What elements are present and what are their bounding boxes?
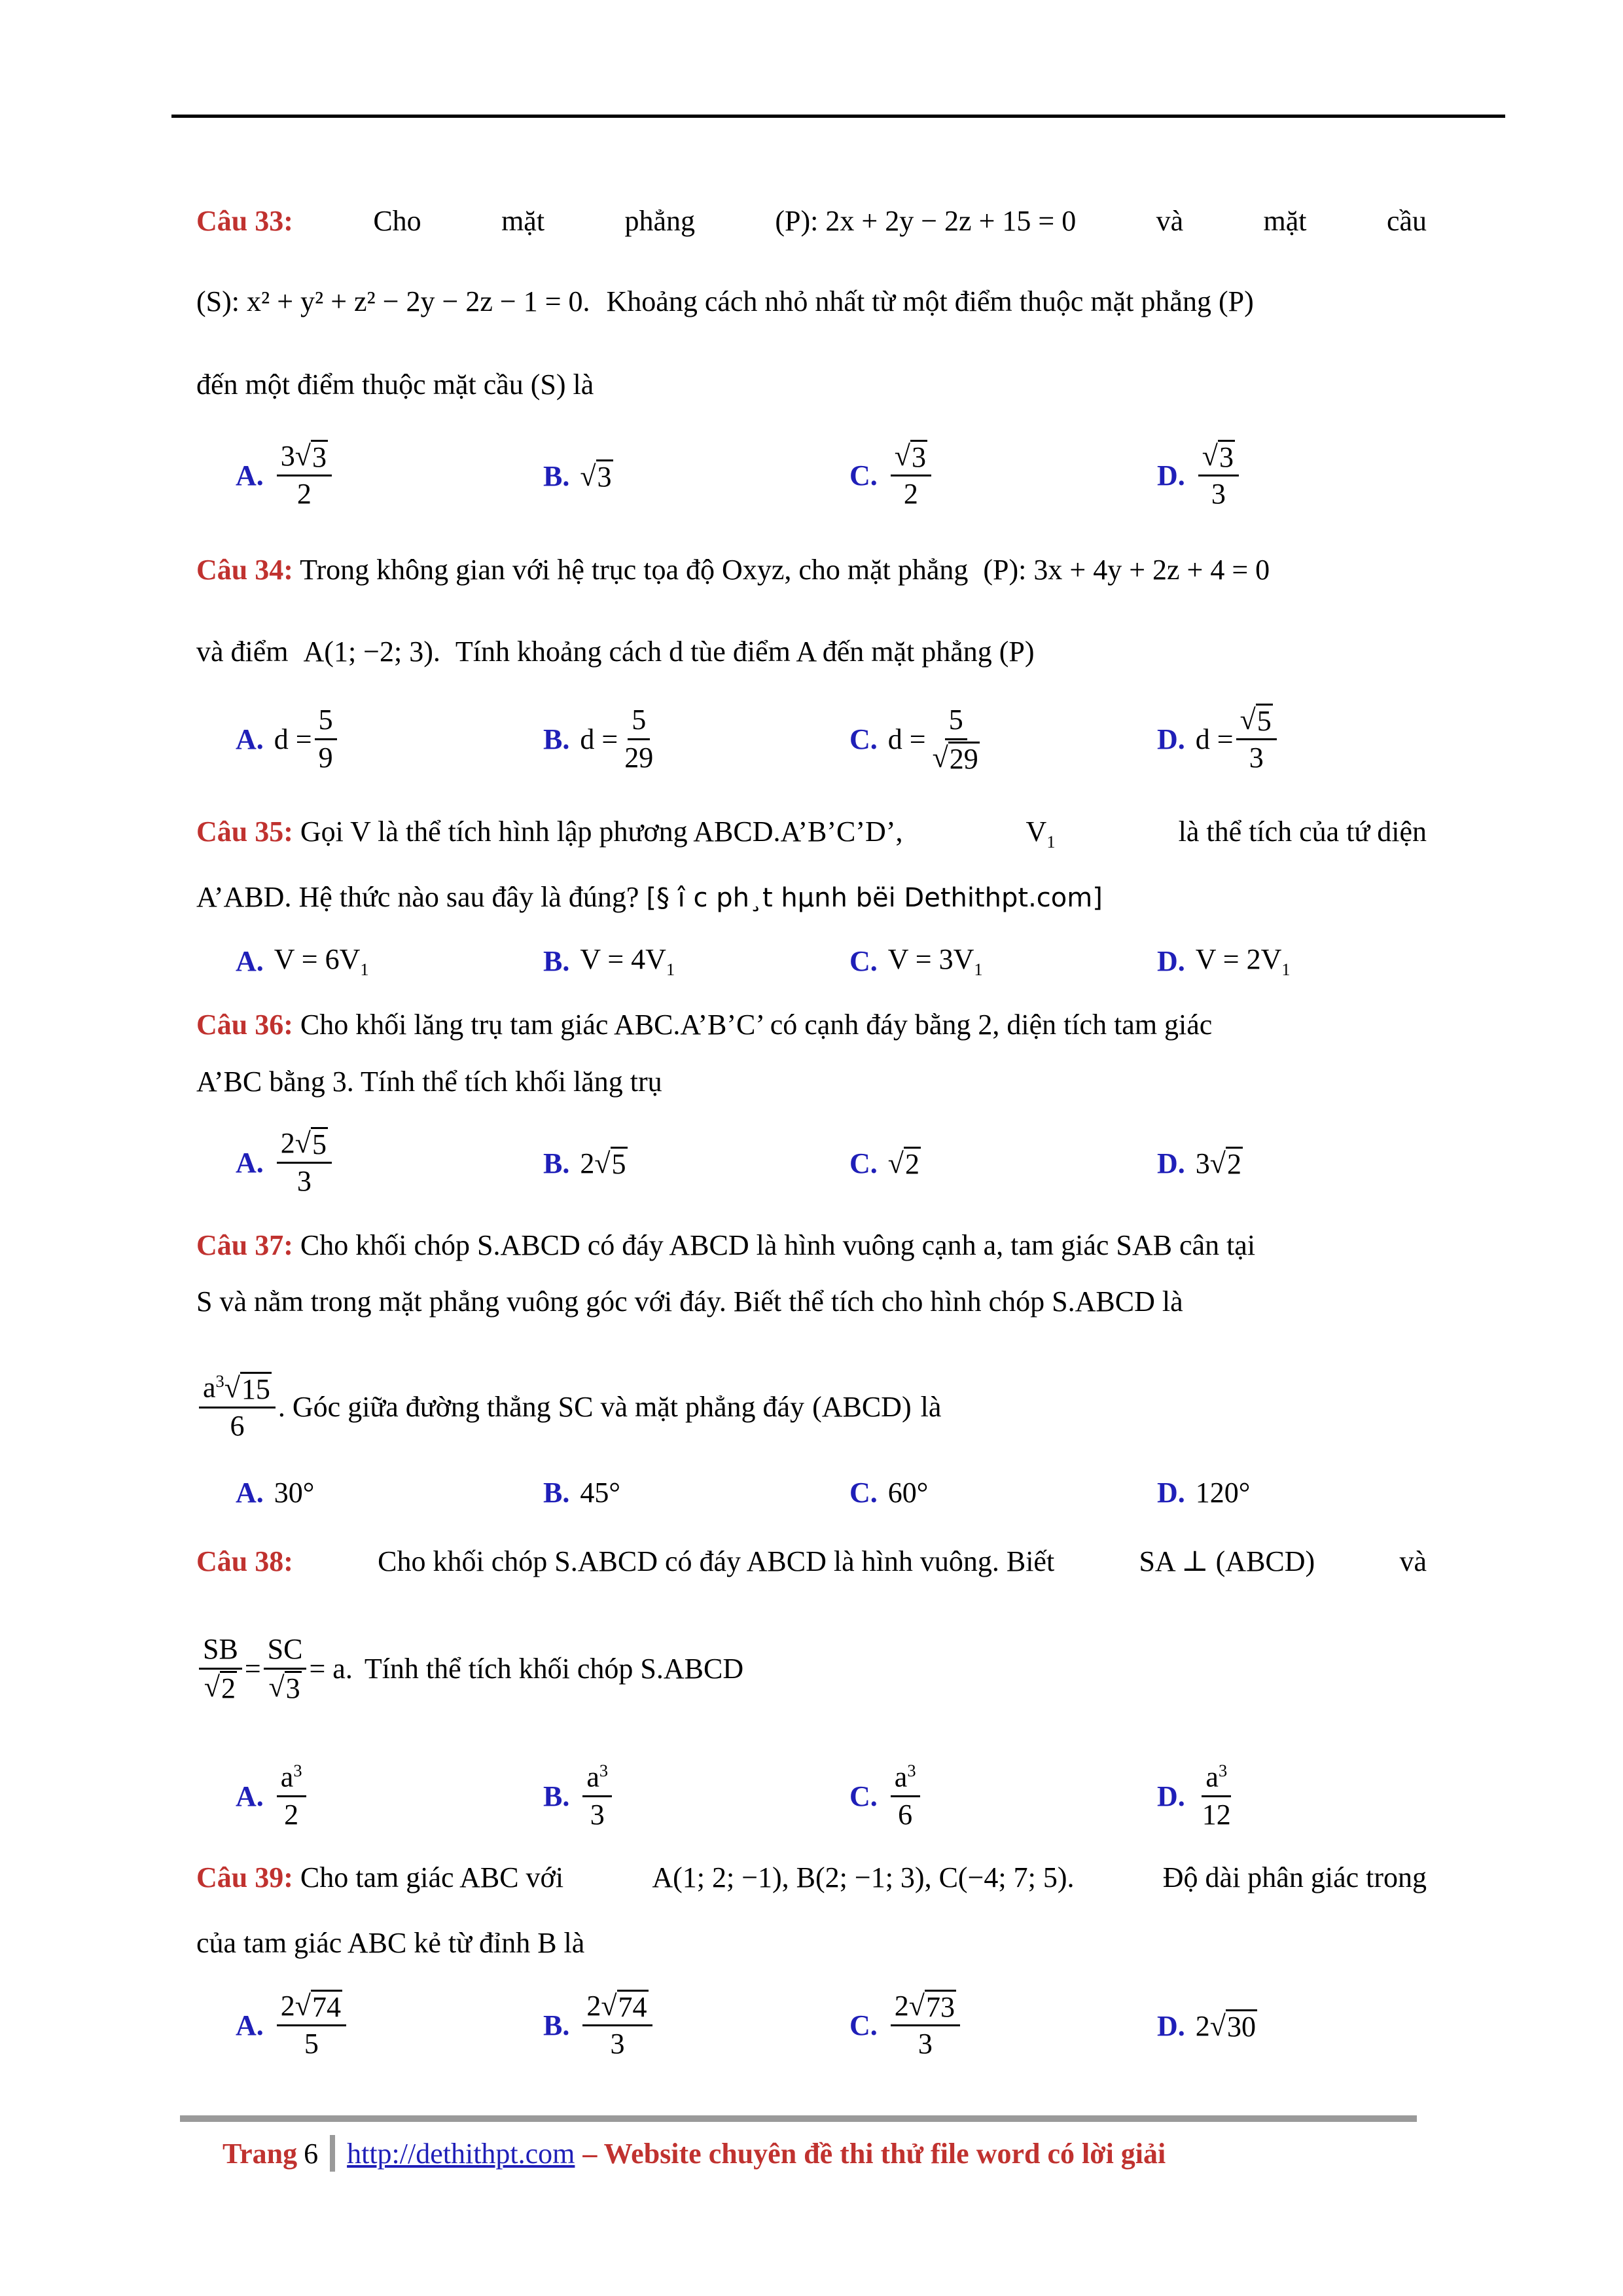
q36-option-b[interactable]: B. 2 √ 5 [543, 1147, 626, 1180]
q37-option-b[interactable]: B. 45° [543, 1477, 620, 1509]
q33-option-b[interactable]: B. √ 3 [543, 460, 612, 493]
question-39-label: Câu 39: [196, 1861, 293, 1893]
question-36-line-1: Câu 36: Cho khối lăng trụ tam giác ABC.A’B’C’ có cạnh đáy bằng 2, diện tích tam giác [196, 1009, 1213, 1041]
sphere-equation: (S): x² + y² + z² − 2y − 2z − 1 = 0. [196, 285, 590, 317]
question-33-label: Câu 33: [196, 205, 293, 237]
q34-option-d[interactable]: D. d = √ 5 3 [1157, 704, 1279, 775]
question-38-line-2: SB √ 2 = SC √ 3 = a. Tính thể tích khối chóp S.ABCD [196, 1633, 743, 1704]
question-38-label: Câu 38: [196, 1545, 293, 1577]
footer-separator [330, 2135, 335, 2172]
page-footer: Trang 6 http://dethithpt.com – Website chuyên đề thi thử file word có lời giải [223, 2135, 1166, 2172]
question-34-line-1: Câu 34: Trong không gian với hệ trục tọa độ Oxyz, cho mặt phẳng (P): 3x + 4y + 2z + 4 = 0 [196, 554, 1270, 586]
question-37-line-2: S và nằm trong mặt phẳng vuông góc với đáy. Biết thể tích cho hình chóp S.ABCD là [196, 1285, 1183, 1318]
q37-option-d[interactable]: D. 120° [1157, 1477, 1251, 1509]
question-38-line-1: Câu 38: Cho khối chóp S.ABCD có đáy ABCD là hình vuông. Biết SA ⊥ (ABCD) và [196, 1545, 1427, 1577]
q33-option-a[interactable]: A. 3 √ 3 2 [236, 440, 334, 511]
footer-rule [180, 2115, 1417, 2122]
q38-option-c[interactable]: C. $\frac{a^3}{6}$ [849, 1761, 923, 1832]
q35-option-c[interactable]: C. $V = 3V_1$ [849, 943, 983, 979]
question-34-line-2: và điểm A(1; −2; 3). Tính khoảng cách d tùe điểm A đến mặt phẳng (P) [196, 636, 1035, 668]
q36-option-d[interactable]: D. 3 √ 2 [1157, 1147, 1241, 1180]
q37-option-a[interactable]: A. 30° [236, 1477, 315, 1509]
q35-option-b[interactable]: B. $V = 4V_1$ [543, 943, 675, 979]
q39-option-d[interactable]: D. 2 √ 30 [1157, 2010, 1256, 2043]
q34-option-b[interactable]: B. d = $\frac{5}{29}$ [543, 704, 654, 774]
question-35-line-2: A’ABD. Hệ thức nào sau đây là đúng? [§ î c ph¸t hµnh bëi Dethithpt.com] [196, 881, 1103, 913]
question-37-line-3: $a^3$ √ 15 6 . Góc giữa đường thẳng SC và mặt phẳng đáy (ABCD) là [196, 1371, 941, 1443]
q35-option-d[interactable]: D. $V = 2V_1$ [1157, 943, 1291, 979]
q34-option-a[interactable]: A. d = $\frac{5}{9}$ [236, 704, 340, 774]
q35-option-a[interactable]: A. $V = 6V_1$ [236, 943, 369, 979]
q38-option-b[interactable]: B. $\frac{a^3}{3}$ [543, 1761, 615, 1832]
question-35-line-1: Câu 35: Gọi V là thể tích hình lập phương ABCD.A’B’C’D’, $V_1$ là thể tích của tứ diện [196, 816, 1427, 852]
plane-equation: (P): 2x + 2y − 2z + 15 = 0 [775, 205, 1077, 237]
q36-option-c[interactable]: C. √ 2 [849, 1147, 919, 1180]
q34-option-c[interactable]: C. d = 5 √ 29 [849, 704, 978, 775]
question-39-line-2: của tam giác ABC kẻ từ đỉnh B là [196, 1927, 585, 1959]
question-34-label: Câu 34: [196, 554, 293, 586]
question-35-label: Câu 35: [196, 816, 293, 848]
question-33-line-1: Câu 33: Cho mặt phẳng (P): 2x + 2y − 2z + 15 = 0 và mặt cầu [196, 205, 1427, 237]
question-33-line-3: đến một điểm thuộc mặt cầu (S) là [196, 368, 594, 401]
page-number: 6 [304, 2137, 319, 2170]
q36-option-a[interactable]: A. 2 √ 5 3 [236, 1127, 334, 1198]
q33-option-d[interactable]: D. √ 3 3 [1157, 440, 1241, 511]
question-39-line-1: Câu 39: Cho tam giác ABC với A(1; 2; −1), B(2; −1; 3), C(−4; 7; 5). Độ dài phân giác trong [196, 1861, 1427, 1893]
q38-option-a[interactable]: A. $\frac{a^3}{2}$ [236, 1761, 309, 1832]
volume-fraction: $a^3$ √ 15 6 [199, 1371, 276, 1443]
q39-option-c[interactable]: C. 2 √ 73 3 [849, 1990, 963, 2061]
watermark-text: [§ î c ph¸t hµnh bëi Dethithpt.com] [646, 883, 1103, 913]
q38-option-d[interactable]: D. $\frac{a^3}{12}$ [1157, 1761, 1231, 1831]
header-rule [171, 115, 1505, 118]
question-37-line-1: Câu 37: Cho khối chóp S.ABCD có đáy ABCD là hình vuông cạnh a, tam giác SAB cân tại [196, 1229, 1256, 1261]
footer-link[interactable]: http://dethithpt.com [347, 2137, 575, 2170]
q33-option-c[interactable]: C. √ 3 2 [849, 440, 934, 511]
question-37-label: Câu 37: [196, 1229, 293, 1261]
q37-option-c[interactable]: C. 60° [849, 1477, 929, 1509]
q39-option-a[interactable]: A. 2 √ 74 5 [236, 1990, 349, 2061]
question-33-line-2: (S): x² + y² + z² − 2y − 2z − 1 = 0. Khoảng cách nhỏ nhất từ một điểm thuộc mặt phẳng (P) [196, 285, 1254, 317]
question-36-line-2: A’BC bằng 3. Tính thể tích khối lăng trụ [196, 1066, 662, 1098]
question-36-label: Câu 36: [196, 1009, 293, 1041]
q39-option-b[interactable]: B. 2 √ 74 3 [543, 1990, 655, 2061]
